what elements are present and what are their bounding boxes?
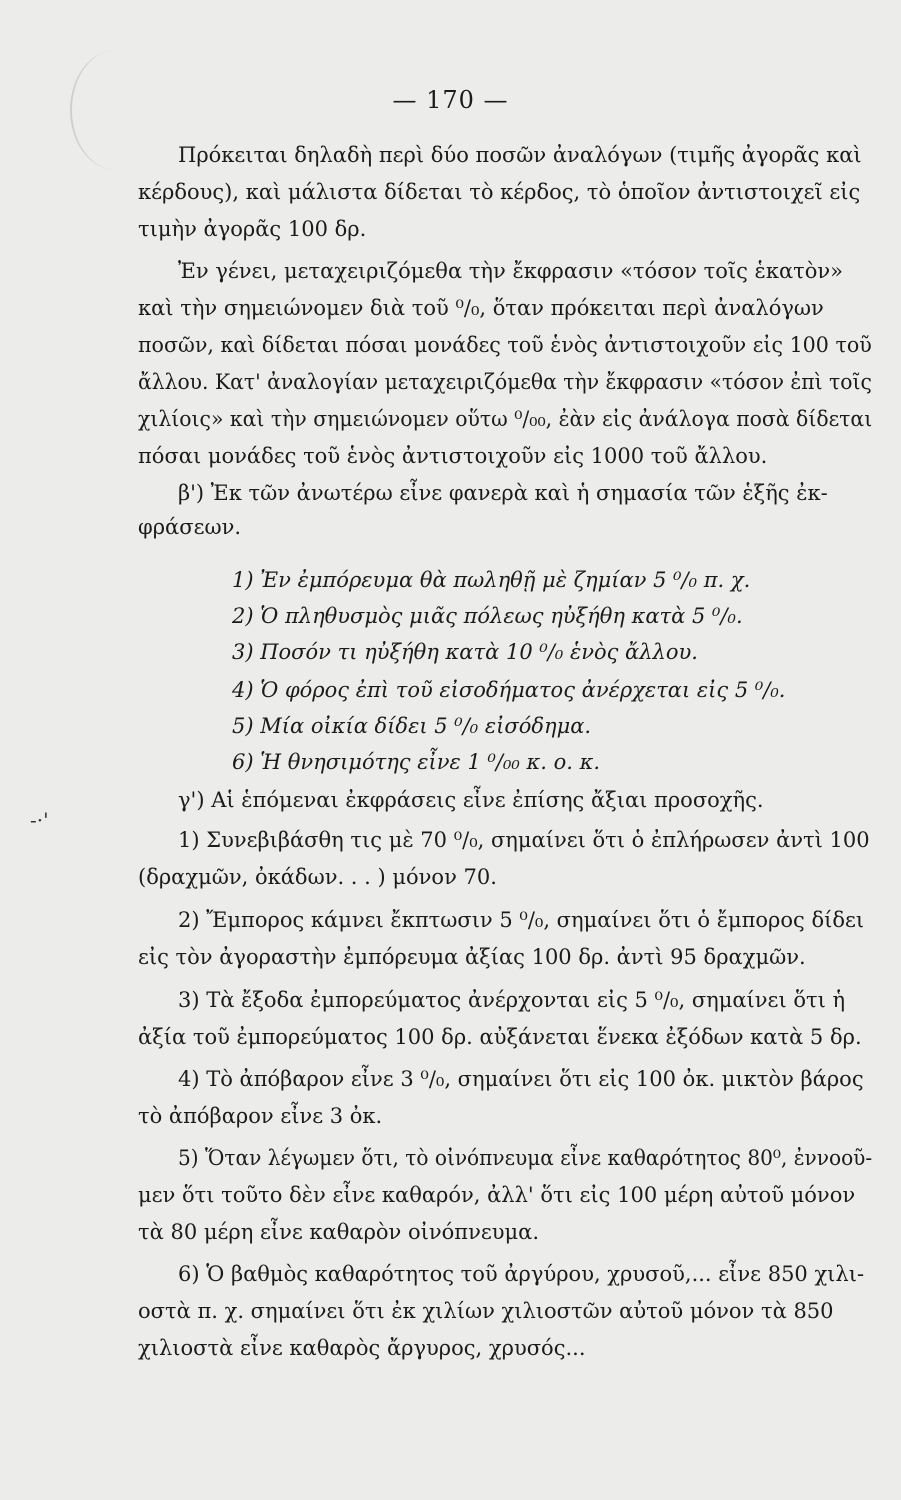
text-line: πόσαι μονάδες τοῦ ἑνὸς ἀντιστοιχοῦν εἰς 1000 τοῦ ἄλλου. (138, 444, 768, 468)
text-line: τιμὴν ἀγορᾶς 100 δρ. (138, 217, 367, 241)
example-line: 4) Ὁ φόρος ἐπὶ τοῦ εἰσοδήματος ἀνέρχεται εἰς 5 ⁰/₀. (232, 678, 786, 702)
example-line: 6) Ἡ θνησιμότης εἶνε 1 ⁰/₀₀ κ. ο. κ. (232, 750, 601, 774)
text-line: γ') Αἱ ἑπόμεναι ἐκφράσεις εἶνε ἐπίσης ἄξιαι προσοχῆς. (178, 788, 764, 812)
text-line: μεν ὅτι τοῦτο δὲν εἶνε καθαρόν, ἀλλ' ὅτι εἰς 100 μέρη αὐτοῦ μόνον (138, 1183, 856, 1207)
text-line: 4) Τὸ ἀπόβαρον εἶνε 3 ⁰/₀, σημαίνει ὅτι εἰς 100 ὀκ. μικτὸν βάρος (178, 1067, 864, 1091)
text-line: β') Ἐκ τῶν ἀνωτέρω εἶνε φανερὰ καὶ ἡ σημασία τῶν ἑξῆς ἐκ- (178, 481, 828, 505)
text-line: κέρδους), καὶ μάλιστα δίδεται τὸ κέρδος, τὸ ὁποῖον ἀντιστοιχεῖ εἰς (138, 180, 861, 204)
text-line: Ἐν γένει, μεταχειριζόμεθα τὴν ἔκφρασιν «τόσον τοῖς ἑκατὸν» (178, 259, 843, 283)
text-line: 2) Ἔμπορος κάμνει ἔκπτωσιν 5 ⁰/₀, σημαίνει ὅτι ὁ ἔμπορος δίδει (178, 908, 865, 932)
example-line: 5) Μία οἰκία δίδει 5 ⁰/₀ εἰσόδημα. (232, 714, 592, 738)
text-line: χιλίοις» καὶ τὴν σημειώνομεν οὕτω ⁰/₀₀, ἐὰν εἰς ἀνάλογα ποσὰ δίδεται (138, 407, 873, 431)
text-line: οστὰ π. χ. σημαίνει ὅτι ἐκ χιλίων χιλιοστῶν αὐτοῦ μόνον τὰ 850 (138, 1299, 834, 1323)
text-line: καὶ τὴν σημειώνομεν διὰ τοῦ ⁰/₀, ὅταν πρόκειται περὶ ἀναλόγων (138, 296, 824, 320)
text-line: εἰς τὸν ἀγοραστὴν ἐμπόρευμα ἀξίας 100 δρ. ἀντὶ 95 δραχμῶν. (138, 945, 806, 969)
page-number: — 170 — (392, 86, 509, 114)
text-line: (δραχμῶν, ὀκάδων. . . ) μόνον 70. (138, 865, 497, 889)
text-line: ἄλλου. Κατ' ἀναλογίαν μεταχειριζόμεθα τὴν ἔκφρασιν «τόσον ἐπὶ τοῖς (138, 370, 872, 394)
example-line: 3) Ποσόν τι ηὐξήθη κατὰ 10 ⁰/₀ ἑνὸς ἄλλου. (232, 640, 698, 664)
text-line: 5) Ὅταν λέγωμεν ὅτι, τὸ οἰνόπνευμα εἶνε καθαρότητος 80⁰, ἐννοοῦ- (178, 1146, 873, 1170)
text-line: τὰ 80 μέρη εἶνε καθαρὸν οἰνόπνευμα. (138, 1220, 539, 1244)
example-line: 2) Ὁ πληθυσμὸς μιᾶς πόλεως ηὐξήθη κατὰ 5 ⁰/₀. (232, 604, 743, 628)
text-line: ἀξία τοῦ ἐμπορεύματος 100 δρ. αὐξάνεται ἕνεκα ἐξόδων κατὰ 5 δρ. (138, 1025, 862, 1049)
margin-mark: -·' (30, 808, 49, 832)
text-line: τὸ ἀπόβαρον εἶνε 3 ὀκ. (138, 1104, 383, 1128)
text-line: χιλιοστὰ εἶνε καθαρὸς ἄργυρος, χρυσός... (138, 1336, 586, 1360)
text-line: Πρόκειται δηλαδὴ περὶ δύο ποσῶν ἀναλόγων (τιμῆς ἀγορᾶς καὶ (178, 143, 862, 167)
text-line: 6) Ὁ βαθμὸς καθαρότητος τοῦ ἀργύρου, χρυσοῦ,... εἶνε 850 χιλι- (178, 1262, 865, 1286)
text-line: ποσῶν, καὶ δίδεται πόσαι μονάδες τοῦ ἑνὸς ἀντιστοιχοῦν εἰς 100 τοῦ (138, 333, 872, 357)
text-line: 1) Συνεβιβάσθη τις μὲ 70 ⁰/₀, σημαίνει ὅτι ὁ ἐπλήρωσεν ἀντὶ 100 (178, 828, 870, 852)
example-line: 1) Ἐν ἐμπόρευμα θὰ πωληθῇ μὲ ζημίαν 5 ⁰/₀ π. χ. (232, 568, 751, 592)
text-line: 3) Τὰ ἔξοδα ἐμπορεύματος ἀνέρχονται εἰς 5 ⁰/₀, σημαίνει ὅτι ἡ (178, 988, 846, 1012)
text-line: φράσεων. (138, 515, 242, 539)
